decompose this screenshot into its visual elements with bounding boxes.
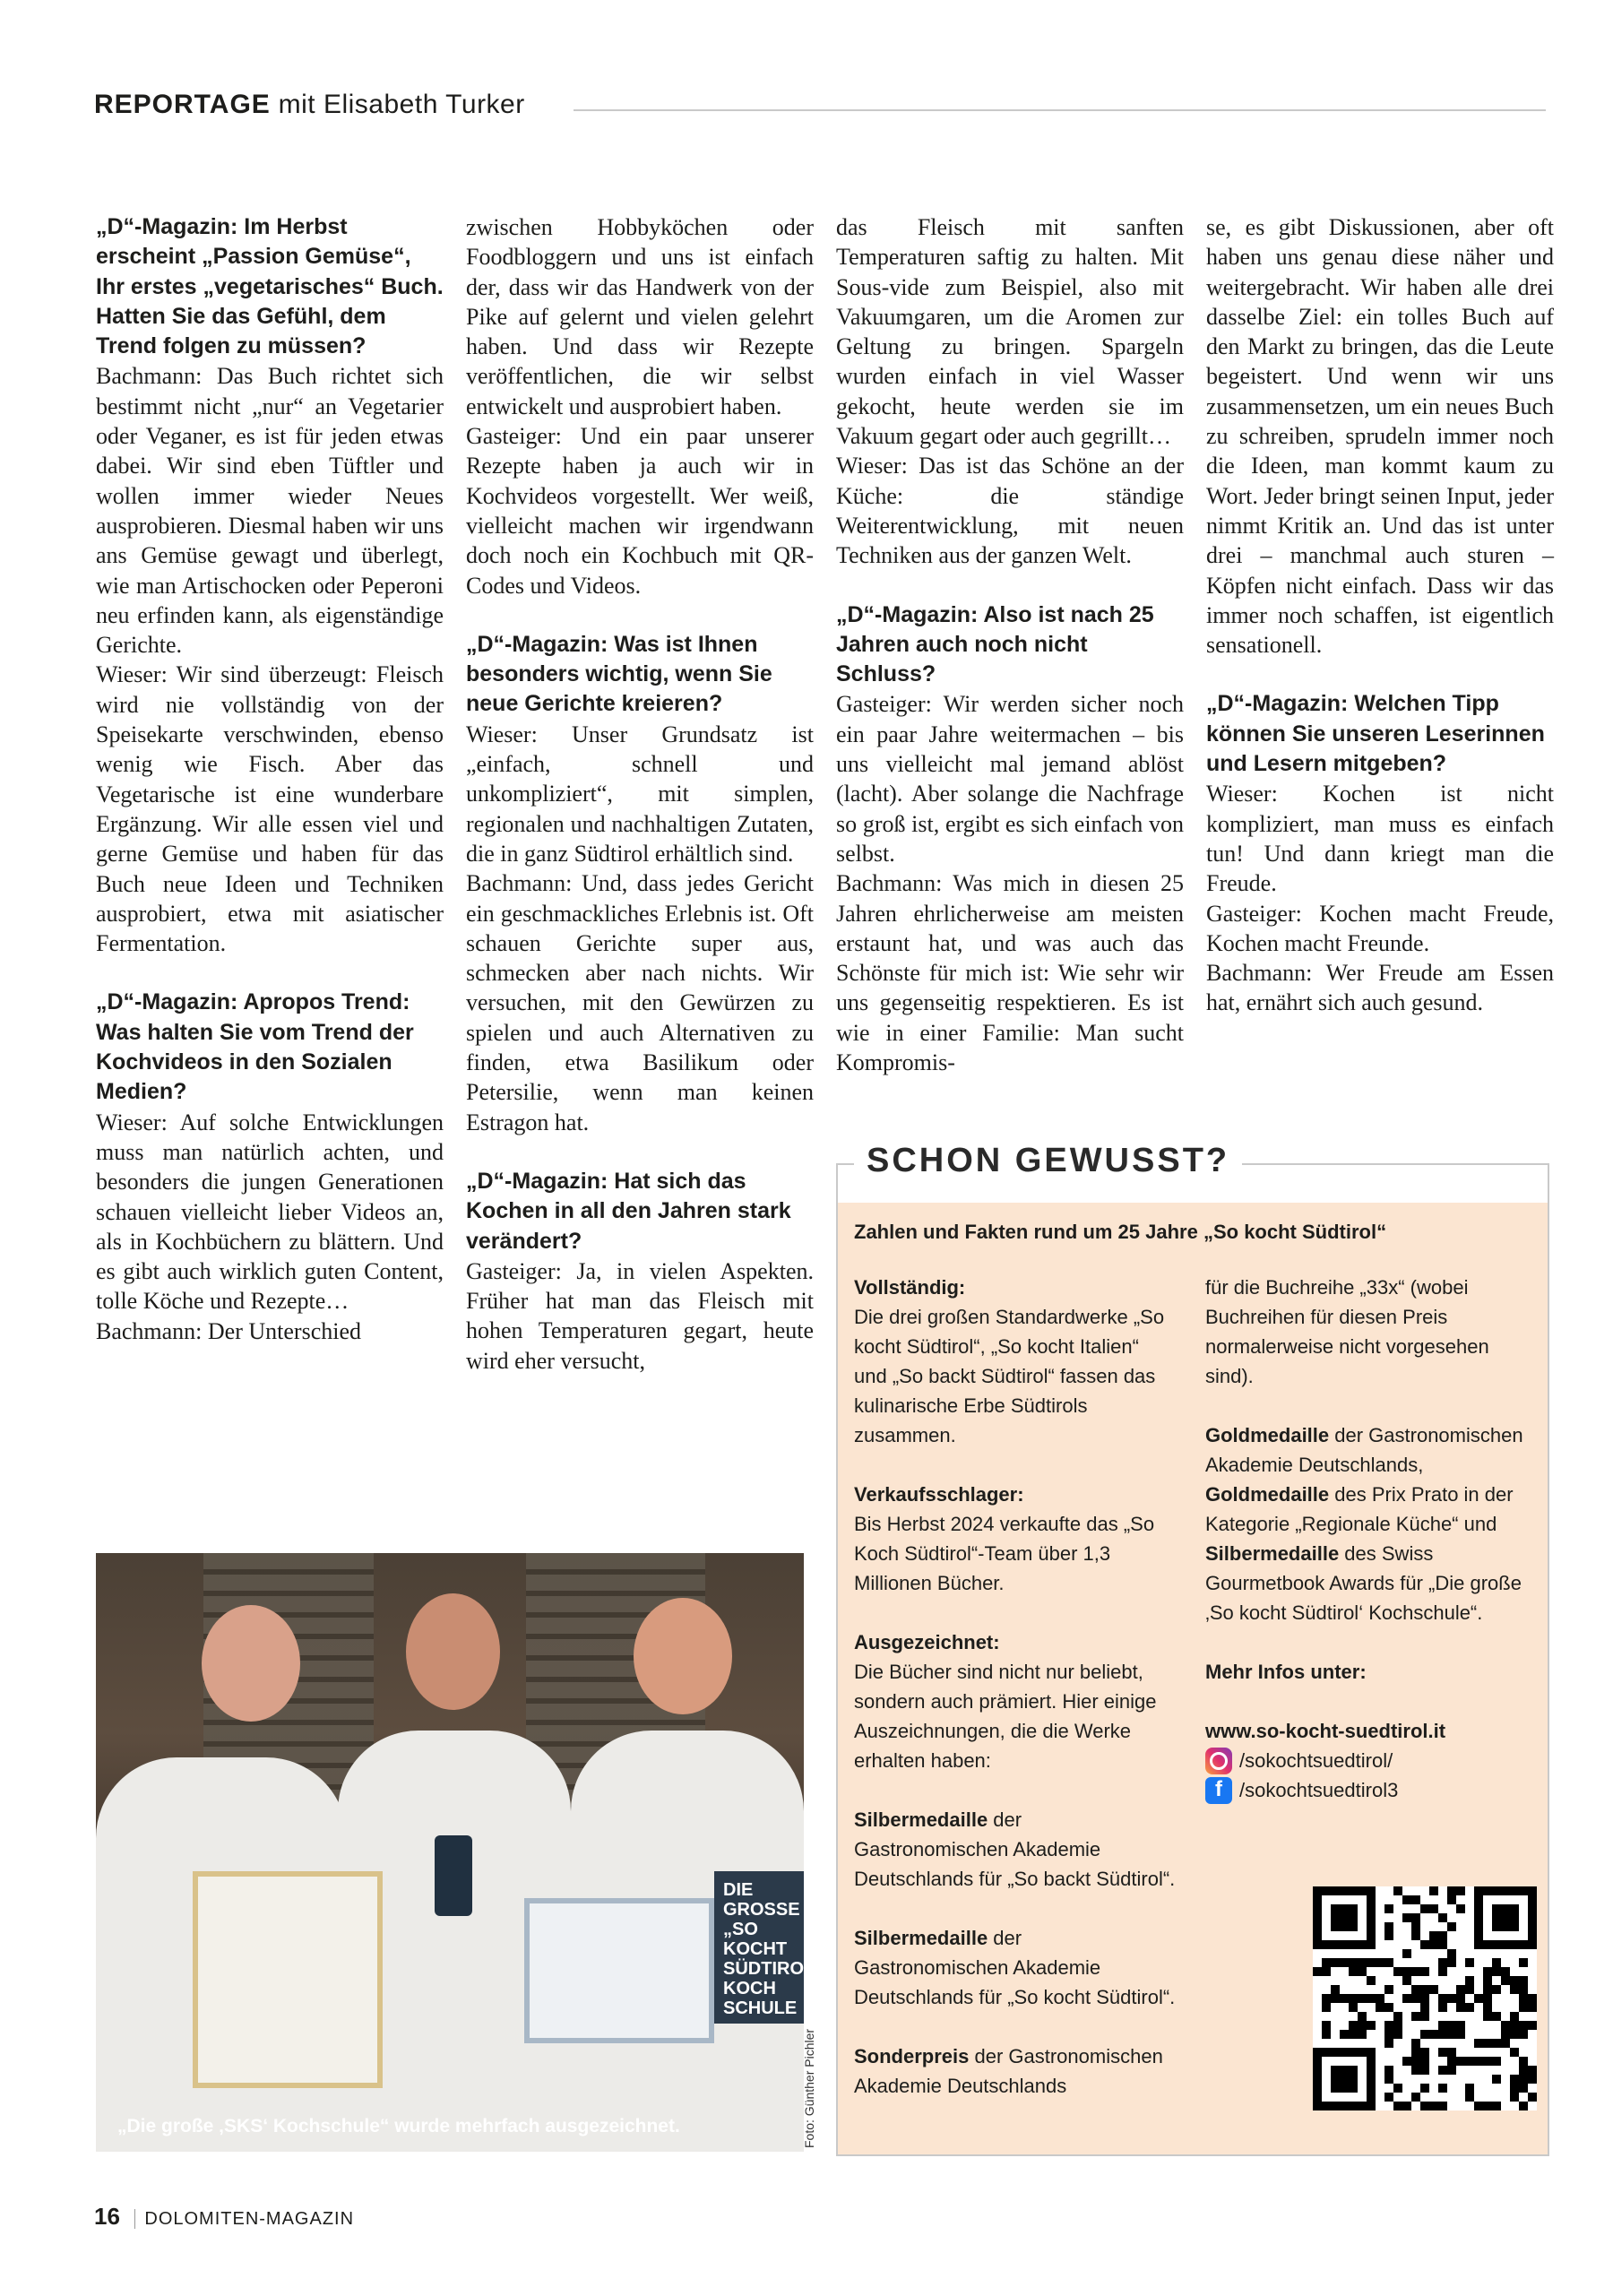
website-link[interactable]: www.so-kocht-suedtirol.it — [1205, 1720, 1446, 1742]
article-column-1 — [96, 212, 444, 1346]
interview-answer: Bachmann: Was mich in diesen 25 Jahren ehrlicherweise am meisten erstaunt hat, und was auch das Schönste für mich ist: Wie sehr wir uns gegenseitig respektieren. Es ist wie in einer Familie: Man sucht Kompromis- — [836, 870, 1184, 1076]
interview-answer: Bachmann: Und, dass jedes Gericht ein geschmackliches Erlebnis ist. Oft schauen Gerichte super aus, schmecken aber nach nichts. Wir versuchen, mit den Gewürzen zu spielen und auch Alternativen zu finden, etwa Basilikum oder Petersilie, wenn man keinen Estragon hat. — [466, 870, 814, 1135]
article-column-2 — [466, 212, 814, 1376]
interview-answer: Wieser: Kochen ist nicht kompliziert, man muss es einfach tun! Und dann kriegt man die Freude. — [1206, 781, 1554, 897]
facebook-icon: f — [1205, 1777, 1232, 1804]
fact-item: Silbermedaille der Gastronomischen Akademie Deutschlands für „So kocht Südtirol“. — [854, 1927, 1176, 2008]
interview-question: „D“-Magazin: Also ist nach 25 Jahren auch noch nicht Schluss? — [836, 601, 1154, 687]
page-number: 16 — [94, 2203, 120, 2230]
fact-box-title: SCHON GEWUSST? — [867, 1142, 1230, 1179]
interview-question: „D“-Magazin: Apropos Trend: Was halten Sie vom Trend der Kochvideos in den Sozialen Medien? — [96, 989, 414, 1105]
fact-box-subtitle: Zahlen und Fakten rund um 25 Jahre „So kocht Südtirol“ — [854, 1221, 1387, 1243]
photo-credit: Foto: Günther Pichler — [802, 2028, 816, 2148]
fact-box-left-column — [854, 1273, 1177, 2130]
qr-code[interactable] — [1313, 1886, 1537, 2110]
header-rule — [574, 109, 1546, 111]
facebook-link[interactable]: f /sokochtsuedtirol3 — [1205, 1775, 1528, 1805]
interview-answer: Bachmann: Der Unterschied — [96, 1317, 362, 1344]
diploma — [524, 1898, 714, 2043]
interview-answer: Gasteiger: Ja, in vielen Aspekten. Früher hat man das Fleisch mit hohen Temperaturen gegart, heute wird eher versucht, — [466, 1257, 814, 1374]
award-certificate — [193, 1871, 383, 2088]
fact-box-right-column — [1205, 1273, 1528, 1805]
chef-2-head — [406, 1593, 500, 1710]
interview-answer: Wieser: Das ist das Schöne an der Küche: die ständige Weiterentwicklung, mit neuen Techniken aus der ganzen Welt. — [836, 453, 1184, 569]
instagram-link[interactable]: /sokochtsuedtirol/ — [1205, 1746, 1528, 1775]
interview-answer: Gasteiger: Wir werden sicher noch ein paar Jahre weitermachen – bis uns vielleicht mal jemand ablöst (lacht). Aber solange die Nachfrage so groß ist, ergibt es sich einfach von selbst. — [836, 691, 1184, 867]
page-footer — [94, 2203, 354, 2231]
interview-answer: zwischen Hobbyköchen oder Foodbloggern und uns ist einfach der, dass wir das Handwerk von der Pike auf gelernt und vielen gelehrt haben. Und dass wir Rezepte veröffentlichen, die wir selbst entwickelt und ausprobiert haben. — [466, 214, 814, 419]
fact-item: Ausgezeichnet: Die Bücher sind nicht nur beliebt, sondern auch prämiert. Hier einige Auszeichnungen, die die Werke erhalten haben: — [854, 1631, 1157, 1772]
fact-item: Verkaufsschlager: Bis Herbst 2024 verkaufte das „So Koch Südtirol“-Team über 1,3 Millionen Bücher. — [854, 1483, 1155, 1594]
series-award-text: für die Buchreihe „33x“ (wobei Buchreihen für diesen Preis normalerweise nicht vorgesehen sind). — [1205, 1276, 1489, 1387]
interview-answer: Bachmann: Das Buch richtet sich bestimmt nicht „nur“ an Vegetarier oder Veganer, es ist für jeden etwas dabei. Wir sind eben Tüftler und wollen immer wieder Neues ausprobieren. Diesmal haben wir uns ans Gemüse gewagt und überlegt, wie man Artischocken oder Peperoni neu erfinden kann, als eigenständige Gerichte. — [96, 363, 444, 659]
photo-caption: „Die große ‚SKS‘ Kochschule“ wurde mehrfach ausgezeichnet. — [117, 2116, 680, 2136]
author-line: mit Elisabeth Turker — [278, 90, 525, 119]
fact-item: Silbermedaille der Gastronomischen Akademie Deutschlands für „So backt Südtirol“. — [854, 1808, 1176, 1890]
interview-answer: Bachmann: Wer Freude am Essen hat, ernährt sich auch gesund. — [1206, 960, 1554, 1016]
interview-answer: Wieser: Unser Grundsatz ist „einfach, schnell und unkompliziert“, mit simplen, regionalen und nachhaltigen Zutaten, die in ganz Südtirol erhältlich sind. — [466, 721, 814, 867]
interview-question: „D“-Magazin: Im Herbst erscheint „Passion Gemüse“, Ihr erstes „vegetarisches“ Buch. Hatten Sie das Gefühl, dem Trend folgen zu müssen? — [96, 214, 444, 359]
section-header — [94, 90, 525, 120]
interview-question: „D“-Magazin: Hat sich das Kochen in all den Jahren stark verändert? — [466, 1168, 791, 1254]
chef-1-head — [202, 1605, 300, 1722]
instagram-icon — [1205, 1748, 1232, 1774]
interview-question: „D“-Magazin: Welchen Tipp können Sie unseren Leserinnen und Lesern mitgeben? — [1206, 691, 1545, 777]
fact-item: Vollständig: Die drei großen Standardwerke „So kocht Südtirol“, „So kocht Italien“ und „So backt Südtirol“ fassen das kulinarische Erbe Südtirols zusammen. — [854, 1276, 1165, 1446]
interview-answer: Wieser: Auf solche Entwicklungen muss man natürlich achten, und besonders die jungen Generationen schauen vielleicht lieber Videos an, als in Kochbüchern zu blättern. Und es gibt auch wirklich guten Content, tolle Köche und Rezepte… — [96, 1109, 444, 1315]
fact-item: Sonderpreis der Gastronomischen Akademie Deutschlands — [854, 2045, 1163, 2097]
medal-case — [435, 1835, 472, 1916]
article-column-4 — [1206, 212, 1554, 1018]
more-info-label: Mehr Infos unter: — [1205, 1661, 1367, 1683]
magazine-name: DOLOMITEN-MAGAZIN — [134, 2209, 354, 2229]
chef-3-head — [634, 1598, 732, 1714]
fact-box — [836, 1142, 1549, 2156]
article-column-3 — [836, 212, 1184, 1077]
book-cover: DIE GROSSE „SO KOCHT SÜDTIROL“ KOCH SCHULE — [714, 1871, 804, 2024]
awards-list: Goldmedaille der Gastronomischen Akademie Deutschlands, Goldmedaille des Prix Prato in der Kategorie „Regionale Küche“ und Silbermedaille des Swiss Gourmetbook Awards für „Die große ‚So kocht Südtirol‘ Kochschule“. — [1205, 1424, 1523, 1624]
interview-answer: Gasteiger: Kochen macht Freude, Kochen macht Freunde. — [1206, 900, 1554, 956]
section-label: REPORTAGE — [94, 90, 271, 119]
interview-answer: Wieser: Wir sind überzeugt: Fleisch wird nie vollständig von der Speisekarte verschwinden, ebenso wenig wie Fisch. Aber das Vegetarische ist eine wunderbare Ergänzung. Wir alle essen viel und gerne Gemüse und haben für das Buch neue Ideen und Techniken ausprobiert, etwa mit asiatischer Fermentation. — [96, 661, 444, 957]
interview-answer: se, es gibt Diskussionen, aber oft haben uns genau diese näher und weitergebracht. Wir haben alle drei dasselbe Ziel: ein tolles Buch auf den Markt zu bringen, das die Leute begeistert. Und wenn wir uns zusammensetzen, um ein neues Buch zu schreiben, sprudeln immer noch die Ideen, man kommt kaum zu Wort. Jeder bringt seinen Input, jeder nimmt Kritik an. Und das ist unter drei – manchmal auch sturen – Köpfen nicht einfach. Dass wir das immer noch schaffen, ist eigentlich sensationell. — [1206, 214, 1554, 659]
interview-answer: Gasteiger: Und ein paar unserer Rezepte haben ja auch wir in Kochvideos vorgestellt. Wer weiß, vielleicht machen wir irgendwann doch noch ein Kochbuch mit QR-Codes und Videos. — [466, 423, 814, 599]
interview-answer: das Fleisch mit sanften Temperaturen saftig zu halten. Mit Sous-vide zum Beispiel, also mit Vakuumgaren, um die Aromen zur Geltung zu bringen. Spargeln wurden einfach in viel Wasser gekocht, heute werden sie im Vakuum gegart oder auch gegrillt… — [836, 214, 1184, 450]
interview-question: „D“-Magazin: Was ist Ihnen besonders wichtig, wenn Sie neue Gerichte kreieren? — [466, 631, 772, 717]
